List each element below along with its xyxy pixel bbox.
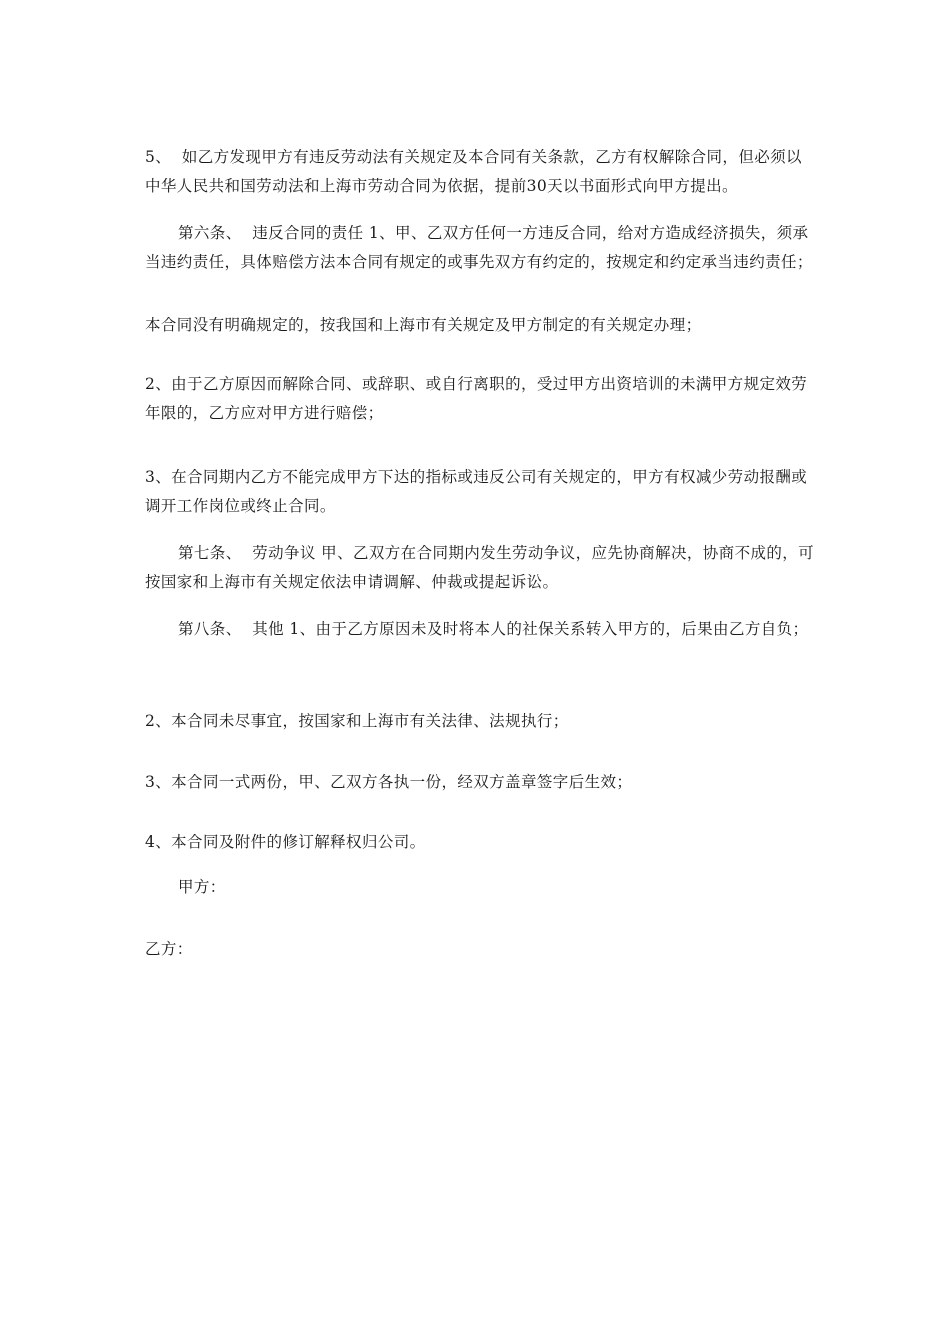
article-8-paragraph: 第八条、 其他 1、由于乙方原因未及时将本人的社保关系转入甲方的，后果由乙方自负； [178, 620, 809, 638]
article-6-paragraph: 第六条、 违反合同的责任 1、甲、乙双方任何一方违反合同，给对方造成经济损失，须承当违约责任，具体赔偿方法本合同有规定的或事先双方有约定的，按规定和约定承当违约责任； [145, 224, 813, 271]
article-8-item-4-paragraph: 4、本合同及附件的修订解释权归公司。 [145, 833, 426, 851]
party-b-signature-label: 乙方： [145, 940, 193, 958]
article-7-paragraph: 第七条、 劳动争议 甲、乙双方在合同期内发生劳动争议，应先协商解决，协商不成的，可按国家和上海市有关规定依法申请调解、仲裁或提起诉讼。 [145, 544, 815, 591]
article-8-item-3-paragraph: 3、本合同一式两份，甲、乙双方各执一份，经双方盖章签字后生效； [145, 773, 633, 791]
article-8-item-2-paragraph: 2、本合同未尽事宜，按国家和上海市有关法律、法规执行； [145, 712, 569, 730]
party-a-signature-label: 甲方： [178, 878, 226, 896]
article-6-item-2-paragraph: 2、由于乙方原因而解除合同、或辞职、或自行离职的，受过甲方出资培训的未满甲方规定效劳年限的，乙方应对甲方进行赔偿； [145, 375, 808, 422]
article-6-item-3-paragraph: 3、在合同期内乙方不能完成甲方下达的指标或违反公司有关规定的，甲方有权减少劳动报酬或调开工作岗位或终止合同。 [145, 468, 808, 515]
article-6-supplement-paragraph: 本合同没有明确规定的，按我国和上海市有关规定及甲方制定的有关规定办理； [145, 316, 702, 334]
clause-5-paragraph: 5、 如乙方发现甲方有违反劳动法有关规定及本合同有关条款，乙方有权解除合同，但必须以中华人民共和国劳动法和上海市劳动合同为依据，提前30天以书面形式向甲方提出。 [145, 148, 802, 195]
